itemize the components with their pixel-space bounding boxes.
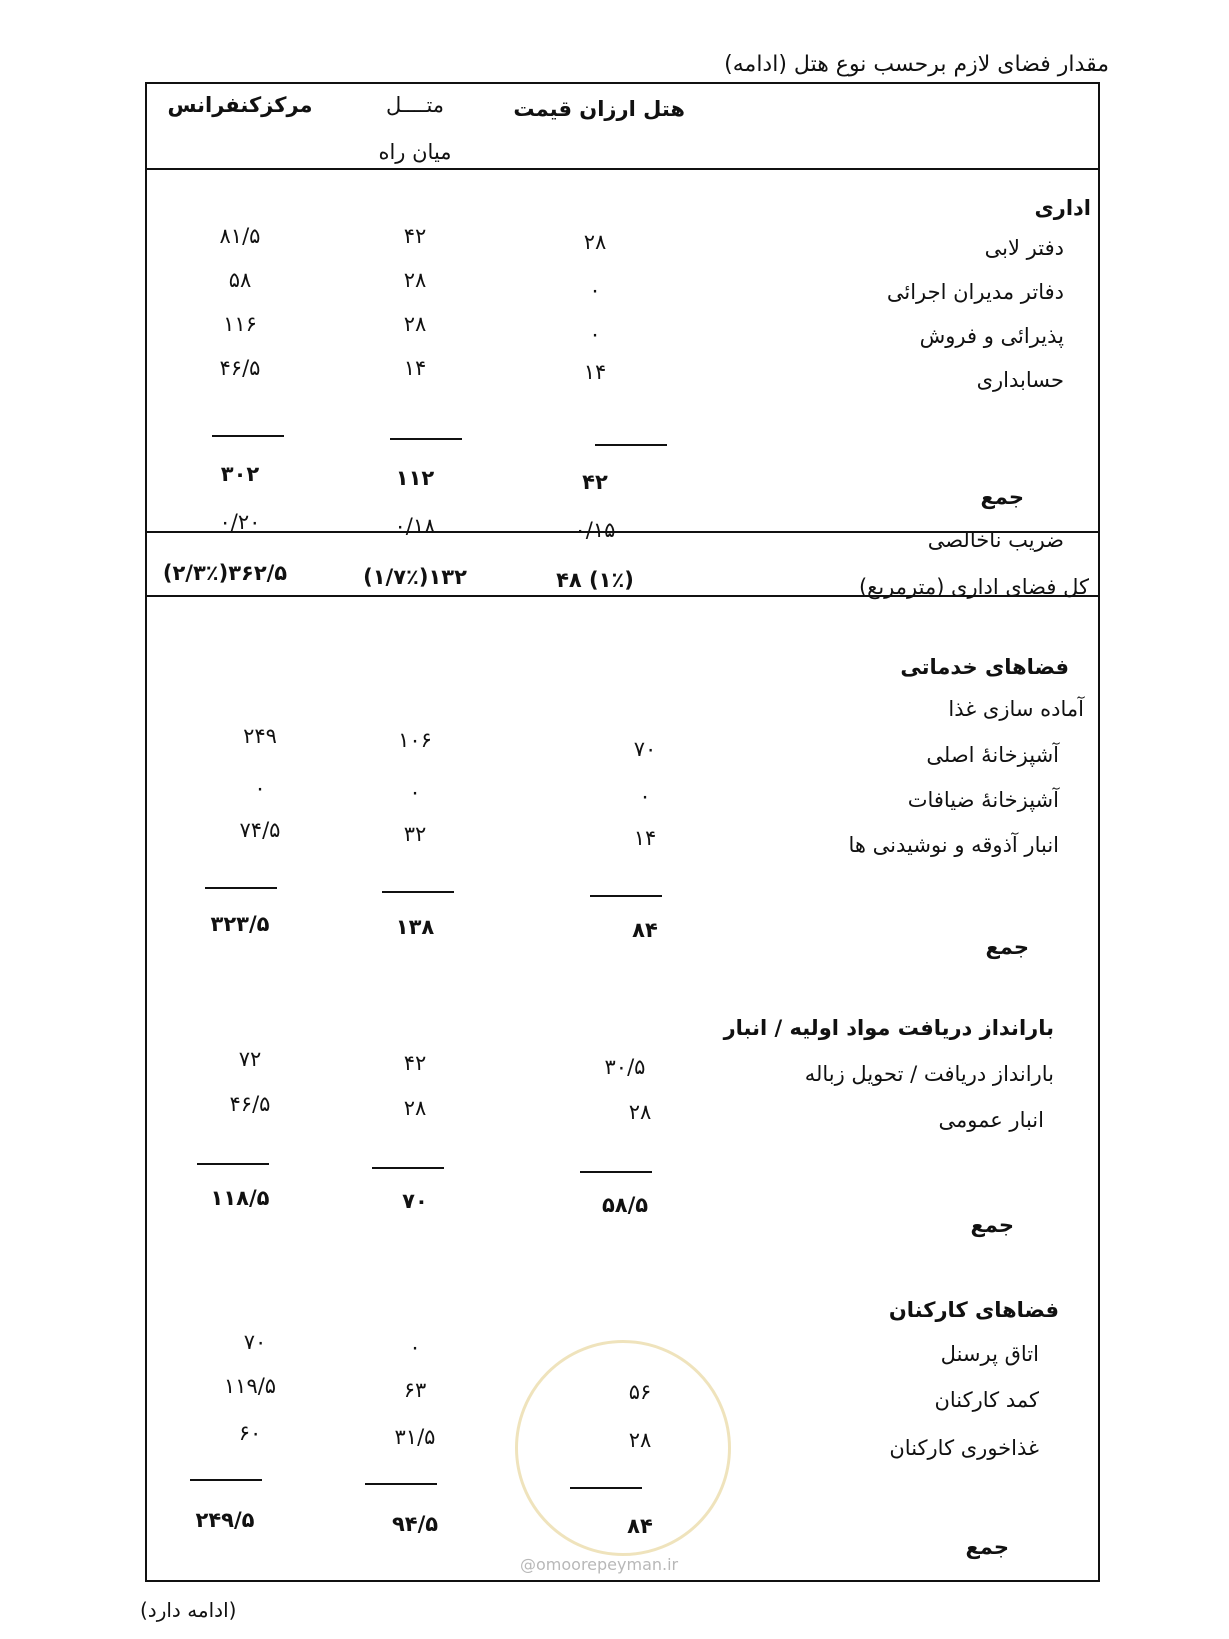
sum-rule xyxy=(365,1483,437,1485)
row-label: آشپزخانهٔ اصلی xyxy=(926,743,1059,767)
cell-motel: ۲۸ xyxy=(403,268,427,292)
row-label: انبار آذوقه و نوشیدنی ها xyxy=(848,833,1059,857)
cell-motel: ۱۴ xyxy=(403,356,427,380)
cell-motel: ۲۸ xyxy=(403,1096,427,1120)
cell-conf: ۲۴۹/۵ xyxy=(195,1508,255,1532)
cell-motel: ۶۳ xyxy=(403,1378,427,1402)
sum-label: جمع xyxy=(985,935,1029,959)
row-label: بارانداز دریافت / تحویل زباله xyxy=(804,1062,1054,1086)
row-label: دفاتر مدیران اجرائی xyxy=(886,280,1064,304)
sum-rule xyxy=(205,887,277,889)
cell-budget: (۱٪) ۴۸ xyxy=(556,568,634,592)
cell-budget: ۱۴ xyxy=(633,826,657,850)
header-motel: متــــل xyxy=(385,93,445,117)
cell-conf: ۰/۲۰ xyxy=(219,510,261,534)
cell-conf: ۴۶/۵ xyxy=(229,1092,271,1116)
row-label: کمد کارکنان xyxy=(934,1388,1039,1412)
cell-budget: ۸۴ xyxy=(627,1514,653,1538)
cell-budget: ۳۰/۵ xyxy=(604,1055,646,1079)
row-label: آشپزخانهٔ ضیافات xyxy=(907,788,1059,812)
cell-conf: ۱۱۶ xyxy=(223,312,257,336)
cell-conf: ۳۰۲ xyxy=(220,462,260,486)
cell-motel: ۷۰ xyxy=(402,1189,428,1213)
subsection-dock-title: بارانداز دریافت مواد اولیه / انبار xyxy=(723,1016,1054,1040)
cell-conf: ۳۶۲/۵(۲/۳٪) xyxy=(162,561,288,585)
sum-rule xyxy=(212,435,284,437)
watermark-text: @omoorepeyman.ir xyxy=(520,1555,679,1574)
section-services-title: فضاهای خدماتی xyxy=(900,655,1069,679)
header-motel-sub: میان راه xyxy=(378,140,452,164)
row-label: پذیرائی و فروش xyxy=(919,324,1064,348)
sum-rule xyxy=(190,1479,262,1481)
sum-rule xyxy=(382,891,454,893)
cell-budget: ۱۴ xyxy=(583,360,607,384)
cell-motel: ۴۲ xyxy=(403,1051,427,1075)
cell-conf: ۸۱/۵ xyxy=(219,224,261,248)
cell-conf: ۵۸ xyxy=(228,268,252,292)
subsection-staff-title: فضاهای کارکنان xyxy=(888,1298,1059,1322)
cell-conf: ۱۱۸/۵ xyxy=(210,1186,270,1210)
sum-rule xyxy=(390,438,462,440)
sum-rule xyxy=(590,895,662,897)
row-label: دفتر لابی xyxy=(984,236,1064,260)
header-divider xyxy=(145,168,1100,170)
cell-motel: ۴۲ xyxy=(403,224,427,248)
cell-budget: ۵۸/۵ xyxy=(601,1193,649,1217)
header-conference: مرکزکنفرانس xyxy=(167,93,313,117)
cell-budget: ۸۴ xyxy=(632,918,658,942)
cell-conf: ۰ xyxy=(254,776,266,800)
cell-conf: ۳۲۳/۵ xyxy=(210,912,270,936)
table-caption: مقدار فضای لازم برحسب نوع هتل (ادامه) xyxy=(724,52,1109,77)
cell-motel: ۹۴/۵ xyxy=(391,1512,439,1536)
continued-note: (ادامه دارد) xyxy=(140,1598,237,1622)
cell-budget: ۲۸ xyxy=(628,1428,652,1452)
row-label: اتاق پرسنل xyxy=(940,1342,1039,1366)
cell-budget: ۲۸ xyxy=(583,230,607,254)
cell-conf: ۷۴/۵ xyxy=(239,818,281,842)
cell-budget: ۷۰ xyxy=(633,737,657,761)
cell-motel: ۰ xyxy=(409,780,421,804)
cell-budget: ۴۲ xyxy=(582,470,608,494)
row-label: غذاخوری کارکنان xyxy=(889,1436,1039,1460)
row-label: حسابداری xyxy=(976,368,1064,392)
cell-budget: ۰ xyxy=(589,278,601,302)
sum-label: جمع xyxy=(980,485,1024,509)
section-admin-title: اداری xyxy=(1034,196,1091,220)
cell-conf: ۷۰ xyxy=(243,1330,267,1354)
cell-motel: ۳۱/۵ xyxy=(394,1425,436,1449)
cell-motel: ۱۳۸ xyxy=(395,915,435,939)
sum-rule xyxy=(197,1163,269,1165)
cell-budget: ۰ xyxy=(589,322,601,346)
cell-motel: ۰ xyxy=(409,1335,421,1359)
cell-motel: ۲۸ xyxy=(403,312,427,336)
cell-conf: ۴۶/۵ xyxy=(219,356,261,380)
header-budget: هتل ارزان قیمت xyxy=(513,97,685,121)
cell-budget: ۰ xyxy=(639,784,651,808)
admin-total-label: کل فضای اداری (مترمربع) xyxy=(858,575,1089,599)
cell-motel: ۱۱۲ xyxy=(395,466,435,490)
cell-budget: ۲۸ xyxy=(628,1100,652,1124)
watermark-seal xyxy=(515,1340,731,1556)
cell-budget: ۰/۱۵ xyxy=(574,518,616,542)
row-label: انبار عمومی xyxy=(938,1108,1044,1132)
sum-rule xyxy=(580,1171,652,1173)
cell-conf: ۱۱۹/۵ xyxy=(223,1374,277,1398)
sum-label: جمع xyxy=(965,1535,1009,1559)
sum-label: جمع xyxy=(970,1213,1014,1237)
cell-motel: ۰/۱۸ xyxy=(394,514,436,538)
cell-conf: ۶۰ xyxy=(238,1421,262,1445)
cell-motel: ۳۲ xyxy=(403,822,427,846)
cell-conf: ۲۴۹ xyxy=(243,724,277,748)
subsection-food-title: آماده سازی غذا xyxy=(948,697,1084,721)
sum-rule xyxy=(595,444,667,446)
cell-conf: ۷۲ xyxy=(238,1047,262,1071)
cell-budget: ۵۶ xyxy=(628,1380,652,1404)
cell-motel: ۱۳۲(۱/۷٪) xyxy=(363,565,467,589)
factor-label: ضریب ناخالصی xyxy=(927,528,1064,552)
sum-rule xyxy=(372,1167,444,1169)
cell-motel: ۱۰۶ xyxy=(398,728,432,752)
